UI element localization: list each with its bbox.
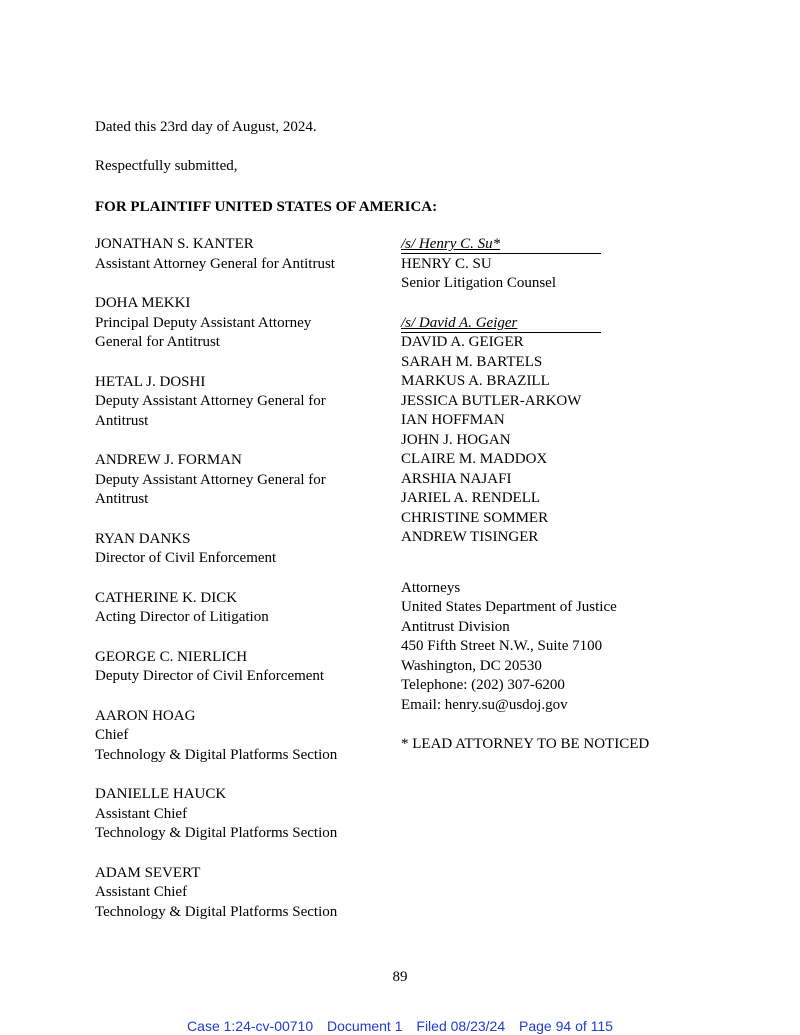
dated-line: Dated this 23rd day of August, 2024.: [95, 119, 317, 135]
right-signatory-column: [401, 235, 731, 775]
attorney-name: SARAH M. BARTELS: [401, 353, 543, 370]
signatory-name: RYAN DANKS: [95, 530, 191, 547]
attorney-name: CLAIRE M. MADDOX: [401, 451, 548, 467]
attorney-name: MARKUS A. BRAZILL: [401, 373, 550, 389]
for-plaintiff-heading: FOR PLAINTIFF UNITED STATES OF AMERICA:: [95, 199, 438, 215]
footer-document: Document 1: [327, 1018, 403, 1034]
address-line: 450 Fifth Street N.W., Suite 7100: [401, 638, 603, 654]
signature-henry-su: /s/ Henry C. Su*: [401, 236, 601, 254]
signatory-title: Deputy Assistant Attorney General for: [95, 393, 326, 409]
signatory-title: Technology & Digital Platforms Section: [95, 746, 338, 763]
signatory-block: [95, 294, 395, 353]
signatory-block: [95, 648, 395, 687]
lead-note-block: [401, 735, 731, 755]
case-footer: [0, 1018, 800, 1034]
respectfully-submitted: Respectfully submitted,: [95, 158, 238, 174]
attorney-name: ARSHIA NAJAFI: [401, 470, 512, 487]
signatory-block: [95, 589, 395, 628]
attorney-name: JOHN J. HOGAN: [401, 431, 511, 448]
attorney-name: DAVID A. GEIGER: [401, 334, 524, 350]
signatory-title: Assistant Attorney General for Antitrust: [95, 255, 335, 272]
lead-counsel-title: Senior Litigation Counsel: [401, 275, 556, 291]
signatory-block: [95, 530, 395, 569]
signatory-title: Technology & Digital Platforms Section: [95, 825, 338, 841]
address-line: Antitrust Division: [401, 618, 510, 635]
signatory-name: DOHA MEKKI: [95, 295, 191, 311]
signatory-title: Assistant Chief: [95, 884, 188, 900]
attorney-name: IAN HOFFMAN: [401, 412, 505, 428]
signature-david-geiger: /s/ David A. Geiger: [401, 315, 601, 333]
signatory-title: Technology & Digital Platforms Section: [95, 903, 338, 920]
signatory-title: Principal Deputy Assistant Attorney: [95, 314, 312, 331]
signatory-block: [95, 373, 395, 432]
signatory-title: Director of Civil Enforcement: [95, 550, 277, 566]
address-line: Washington, DC 20530: [401, 657, 542, 674]
attorney-name: CHRISTINE SOMMER: [401, 509, 549, 526]
signatory-title: Deputy Director of Civil Enforcement: [95, 668, 325, 684]
left-signatory-column: [95, 235, 395, 942]
address-line: Email: henry.su@usdoj.gov: [401, 696, 568, 713]
attorney-name: JESSICA BUTLER-ARKOW: [401, 392, 582, 409]
footer-page: Page 94 of 115: [519, 1018, 613, 1034]
address-line: Telephone: (202) 307-6200: [401, 677, 565, 693]
footer-filed: Filed 08/23/24: [416, 1018, 506, 1034]
page-number: 89: [392, 969, 408, 985]
signatory-name: DANIELLE HAUCK: [95, 786, 227, 802]
signatory-name: GEORGE C. NIERLICH: [95, 648, 248, 665]
lead-counsel-name: HENRY C. SU: [401, 255, 492, 272]
attorney-name: JARIEL A. RENDELL: [401, 490, 541, 506]
signatory-name: JONATHAN S. KANTER: [95, 236, 254, 252]
signatory-title: Deputy Assistant Attorney General for: [95, 471, 326, 488]
address-line: United States Department of Justice: [401, 599, 617, 615]
signatory-title: Antitrust: [95, 412, 149, 429]
signatory-name: CATHERINE K. DICK: [95, 589, 238, 606]
signatory-title: Acting Director of Litigation: [95, 609, 269, 625]
signatory-name: ADAM SEVERT: [95, 864, 201, 881]
signatory-title: Assistant Chief: [95, 805, 188, 822]
signatory-block: [95, 235, 395, 274]
attorney-name: ANDREW TISINGER: [401, 529, 539, 545]
signatory-block: [95, 785, 395, 844]
signatory-name: ANDREW J. FORMAN: [95, 452, 242, 468]
signatory-name: HETAL J. DOSHI: [95, 373, 206, 390]
signatory-block: [95, 864, 395, 923]
attorneys-block: [401, 314, 731, 548]
footer-case: Case 1:24-cv-00710: [187, 1018, 314, 1034]
signatory-name: AARON HOAG: [95, 707, 196, 724]
signatory-block: [95, 451, 395, 510]
address-line: Attorneys: [401, 579, 461, 596]
address-block: [401, 579, 731, 716]
signatory-title: Antitrust: [95, 491, 149, 507]
signatory-title: Chief: [95, 727, 129, 743]
signatory-block: [95, 707, 395, 766]
lead-counsel-block: [401, 235, 731, 294]
signatory-title: General for Antitrust: [95, 334, 220, 350]
lead-attorney-note: * LEAD ATTORNEY TO BE NOTICED: [401, 736, 650, 752]
